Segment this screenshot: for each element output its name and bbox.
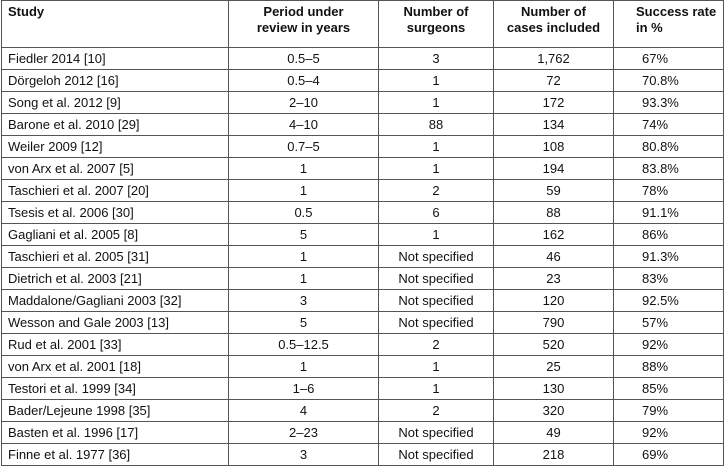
cell-period: 0.5–5: [229, 48, 379, 70]
cell-cases: 88: [494, 202, 614, 224]
cell-success-rate: 83%: [614, 268, 724, 290]
cell-period: 1: [229, 180, 379, 202]
cell-success-rate: 92%: [614, 334, 724, 356]
cell-surgeons: 6: [379, 202, 494, 224]
table-row: [2, 312, 724, 334]
cell-cases: 23: [494, 268, 614, 290]
table-row: [2, 48, 724, 70]
cell-surgeons: Not specified: [379, 246, 494, 268]
cell-study: Rud et al. 2001 [33]: [2, 334, 229, 356]
cell-success-rate: 91.3%: [614, 246, 724, 268]
cell-period: 3: [229, 290, 379, 312]
cell-surgeons: 2: [379, 334, 494, 356]
cell-study: Wesson and Gale 2003 [13]: [2, 312, 229, 334]
cell-period: 2–10: [229, 92, 379, 114]
cell-study: Fiedler 2014 [10]: [2, 48, 229, 70]
table-row: [2, 334, 724, 356]
cell-success-rate: 70.8%: [614, 70, 724, 92]
cell-success-rate: 57%: [614, 312, 724, 334]
cell-surgeons: 1: [379, 70, 494, 92]
table-row: [2, 356, 724, 378]
cell-period: 0.5–12.5: [229, 334, 379, 356]
table-row: [2, 444, 724, 466]
cell-success-rate: 86%: [614, 224, 724, 246]
cell-period: 3: [229, 444, 379, 466]
cell-period: 0.5–4: [229, 70, 379, 92]
table-row: [2, 180, 724, 202]
table-row: [2, 114, 724, 136]
cell-success-rate: 74%: [614, 114, 724, 136]
cell-period: 5: [229, 312, 379, 334]
cell-surgeons: 1: [379, 136, 494, 158]
cell-surgeons: 3: [379, 48, 494, 70]
cell-success-rate: 92.5%: [614, 290, 724, 312]
cell-surgeons: 1: [379, 378, 494, 400]
cell-study: Testori et al. 1999 [34]: [2, 378, 229, 400]
cell-study: Finne et al. 1977 [36]: [2, 444, 229, 466]
cell-surgeons: Not specified: [379, 268, 494, 290]
cell-cases: 108: [494, 136, 614, 158]
cell-success-rate: 92%: [614, 422, 724, 444]
header-study: Study: [2, 1, 229, 48]
table-row: [2, 70, 724, 92]
header-success-rate: Success rate in %: [614, 1, 724, 48]
cell-period: 1: [229, 356, 379, 378]
table-row: [2, 268, 724, 290]
cell-success-rate: 83.8%: [614, 158, 724, 180]
cell-surgeons: Not specified: [379, 312, 494, 334]
cell-study: Bader/Lejeune 1998 [35]: [2, 400, 229, 422]
cell-surgeons: Not specified: [379, 290, 494, 312]
cell-study: Taschieri et al. 2005 [31]: [2, 246, 229, 268]
cell-success-rate: 67%: [614, 48, 724, 70]
header-cases: Number of cases included: [494, 1, 614, 48]
cell-period: 2–23: [229, 422, 379, 444]
cell-study: Tsesis et al. 2006 [30]: [2, 202, 229, 224]
cell-study: Basten et al. 1996 [17]: [2, 422, 229, 444]
cell-period: 1: [229, 268, 379, 290]
cell-study: von Arx et al. 2001 [18]: [2, 356, 229, 378]
cell-surgeons: 1: [379, 224, 494, 246]
cell-success-rate: 80.8%: [614, 136, 724, 158]
cell-cases: 218: [494, 444, 614, 466]
cell-success-rate: 78%: [614, 180, 724, 202]
table-row: [2, 290, 724, 312]
cell-success-rate: 91.1%: [614, 202, 724, 224]
header-surgeons: Number of surgeons: [379, 1, 494, 48]
cell-surgeons: 2: [379, 180, 494, 202]
cell-period: 1–6: [229, 378, 379, 400]
cell-cases: 320: [494, 400, 614, 422]
table-row: [2, 202, 724, 224]
cell-period: 5: [229, 224, 379, 246]
header-period: Period under review in years: [229, 1, 379, 48]
cell-surgeons: Not specified: [379, 422, 494, 444]
table-row: [2, 378, 724, 400]
cell-surgeons: 1: [379, 92, 494, 114]
cell-surgeons: 2: [379, 400, 494, 422]
cell-cases: 130: [494, 378, 614, 400]
cell-cases: 1,762: [494, 48, 614, 70]
cell-success-rate: 88%: [614, 356, 724, 378]
table-row: [2, 136, 724, 158]
cell-study: Dietrich et al. 2003 [21]: [2, 268, 229, 290]
cell-period: 0.7–5: [229, 136, 379, 158]
table-row: [2, 92, 724, 114]
cell-period: 4: [229, 400, 379, 422]
cell-study: Taschieri et al. 2007 [20]: [2, 180, 229, 202]
cell-success-rate: 69%: [614, 444, 724, 466]
cell-study: Song et al. 2012 [9]: [2, 92, 229, 114]
table-row: [2, 246, 724, 268]
cell-study: Maddalone/Gagliani 2003 [32]: [2, 290, 229, 312]
cell-cases: 120: [494, 290, 614, 312]
cell-study: von Arx et al. 2007 [5]: [2, 158, 229, 180]
cell-period: 4–10: [229, 114, 379, 136]
table-row: [2, 400, 724, 422]
cell-cases: 520: [494, 334, 614, 356]
header-row: [2, 1, 724, 48]
table-row: [2, 158, 724, 180]
cell-success-rate: 93.3%: [614, 92, 724, 114]
cell-cases: 134: [494, 114, 614, 136]
table-row: [2, 224, 724, 246]
cell-study: Barone et al. 2010 [29]: [2, 114, 229, 136]
cell-success-rate: 85%: [614, 378, 724, 400]
cell-cases: 790: [494, 312, 614, 334]
cell-period: 1: [229, 158, 379, 180]
cell-cases: 59: [494, 180, 614, 202]
cell-cases: 194: [494, 158, 614, 180]
cell-study: Weiler 2009 [12]: [2, 136, 229, 158]
cell-study: Gagliani et al. 2005 [8]: [2, 224, 229, 246]
cell-surgeons: 1: [379, 158, 494, 180]
cell-surgeons: 88: [379, 114, 494, 136]
table-row: [2, 422, 724, 444]
cell-surgeons: Not specified: [379, 444, 494, 466]
cell-period: 0.5: [229, 202, 379, 224]
cell-cases: 25: [494, 356, 614, 378]
cell-cases: 162: [494, 224, 614, 246]
cell-period: 1: [229, 246, 379, 268]
cell-cases: 72: [494, 70, 614, 92]
cell-cases: 172: [494, 92, 614, 114]
cell-cases: 46: [494, 246, 614, 268]
cell-study: Dörgeloh 2012 [16]: [2, 70, 229, 92]
cell-cases: 49: [494, 422, 614, 444]
cell-success-rate: 79%: [614, 400, 724, 422]
cell-surgeons: 1: [379, 356, 494, 378]
studies-table: [1, 0, 724, 466]
